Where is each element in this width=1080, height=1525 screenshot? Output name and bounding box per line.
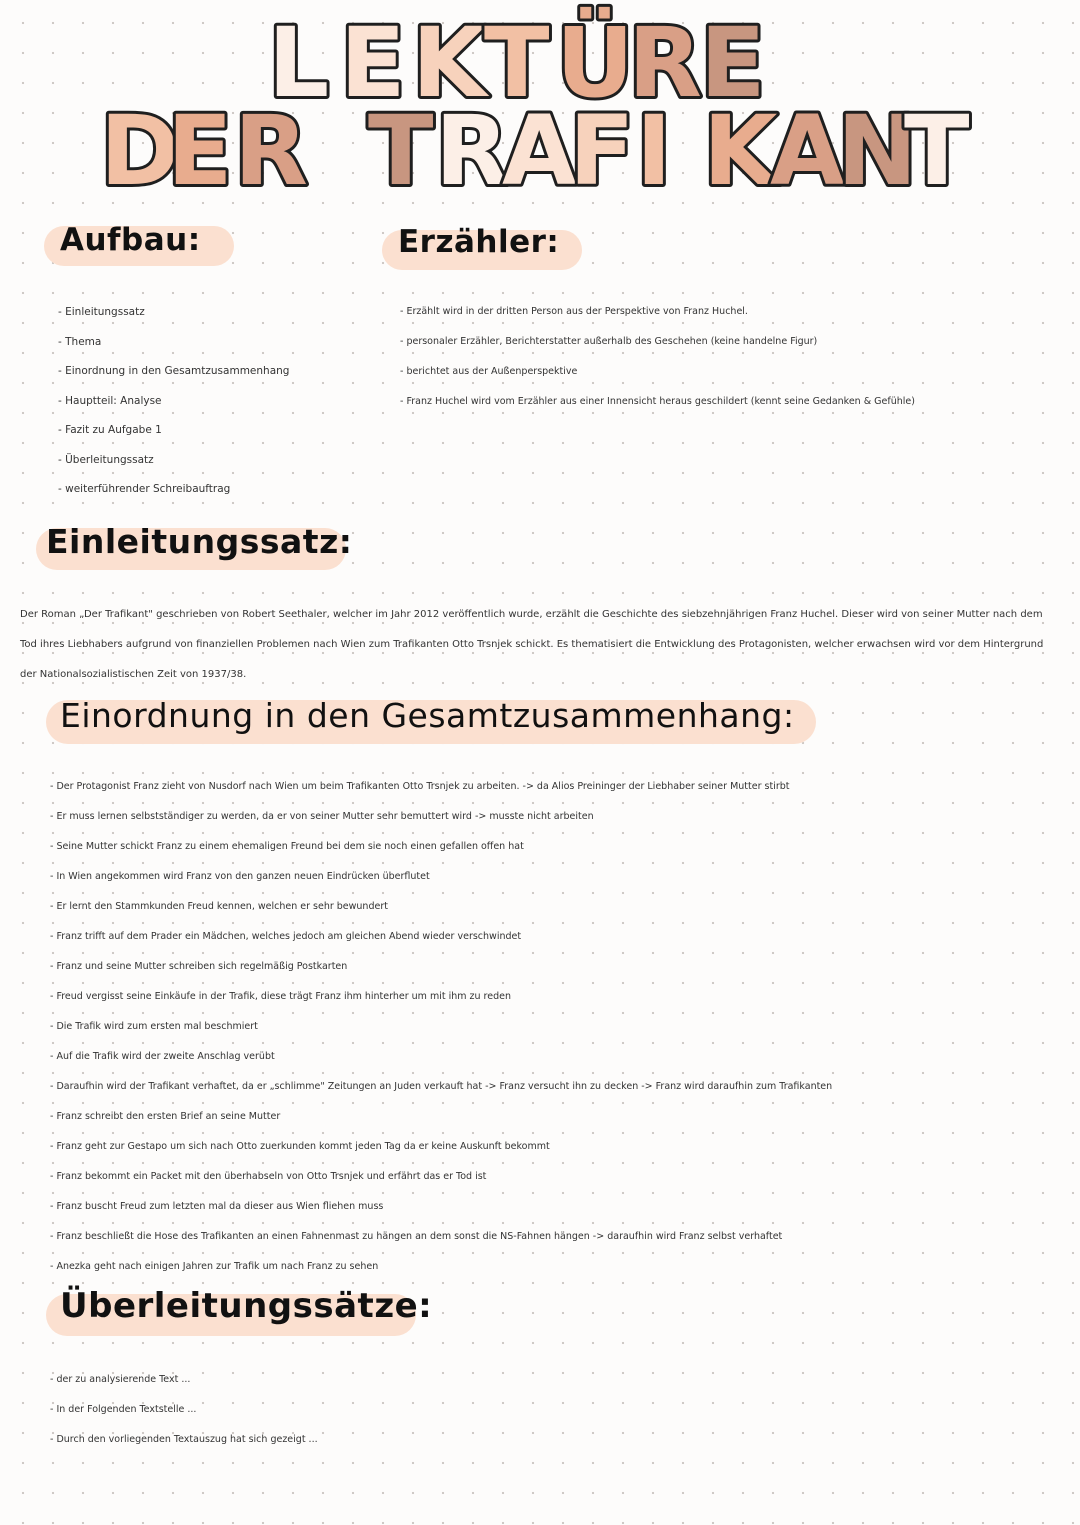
aufbau-list-item: - Hauptteil: Analyse — [58, 394, 162, 407]
einordnung-list-item: - Auf die Trafik wird der zweite Anschlag verübt — [50, 1051, 275, 1062]
title-letter: T — [904, 95, 970, 207]
einordnung-list-item: - Franz beschließt die Hose des Trafikanten an einen Fahnenmast zu hängen an dem sonst die NS-Fahnen hängen -> daraufhin wird Franz selbst verhaftet — [50, 1231, 783, 1242]
title-letter: D — [100, 95, 180, 207]
einordnung-list-item: - Der Protagonist Franz zieht von Nusdorf nach Wien um beim Trafikanten Otto Trsnjek zu arbeiten. -> da Alios Preininger der Liebhaber seiner Mutter stirbt — [50, 781, 790, 792]
aufbau-list — [58, 302, 289, 509]
ueberleitung-list-item: - In der Folgenden Textstelle ... — [50, 1404, 197, 1415]
aufbau-list-item: - Einleitungssatz — [58, 306, 145, 318]
title-letter: E — [340, 7, 406, 119]
einordnung-list-item: - Daraufhin wird der Trafikant verhaftet, da er „schlimme" Zeitungen an Juden verkauft hat -> Franz versucht ihn zu decken -> Franz wird daraufhin zum Trafikanten — [50, 1081, 833, 1092]
einordnung-list-item: - Franz schreibt den ersten Brief an seine Mutter — [50, 1111, 281, 1122]
einleitung-paragraph: Der Roman „Der Trafikant" geschrieben von Robert Seethaler, welcher im Jahr 2012 veröffentlich wurde, erzählt die Geschichte des siebzehnjährigen Franz Huchel. Dieser wird von seiner Mutter nach dem Tod ihres Liebhabers aufgrund von finanziellen Problemen nach Wien zum Trafikanten Otto Trsnjek schickt. Es thematisiert die Entwicklung des Protagonisten, welcher erwachsen wird vor dem Hintergrund der Nationalsozialistischen Zeit von 1937/38. — [20, 609, 1044, 680]
title-letter: I — [636, 95, 672, 207]
einordnung-list-item: - Seine Mutter schickt Franz zu einem ehemaligen Freund bei dem sie noch einen gefallen offen hat — [50, 841, 524, 852]
einordnung-list-item: - Er lernt den Stammkunden Freud kennen, welchen er sehr bewundert — [50, 901, 388, 912]
title-letter: T — [368, 95, 434, 207]
einordnung-heading: Einordnung in den Gesamtzusammenhang: — [60, 696, 795, 735]
einordnung-list-item: - Franz geht zur Gestapo um sich nach Otto zuerkunden kommt jeden Tag da er keine Auskunft bekommt — [50, 1141, 550, 1152]
aufbau-list-item: - Überleitungssatz — [58, 453, 154, 466]
erzaehler-list-item: - personaler Erzähler, Berichterstatter außerhalb des Geschehen (keine handelne Figur) — [400, 336, 818, 347]
einordnung-list-item: - Franz buscht Freud zum letzten mal da dieser aus Wien fliehen muss — [50, 1201, 384, 1212]
aufbau-list-item: - Thema — [58, 335, 102, 348]
title-letter: E — [700, 7, 766, 119]
erzaehler-list-item: - Franz Huchel wird vom Erzähler aus einer Innensicht heraus geschildert (kennt seine Gedanken & Gefühle) — [400, 396, 915, 407]
erzaehler-list — [400, 302, 915, 422]
erzaehler-heading: Erzähler: — [398, 224, 560, 260]
aufbau-list-item: - Einordnung in den Gesamtzusammenhang — [58, 365, 290, 377]
einordnung-list-item: - In Wien angekommen wird Franz von den ganzen neuen Eindrücken überflutet — [50, 871, 430, 882]
ueberleitung-list-item: - Durch den vorliegenden Textauszug hat sich gezeigt ... — [50, 1434, 318, 1445]
title-letter: R — [234, 95, 308, 207]
einordnung-list-item: - Er muss lernen selbstständiger zu werden, da er von seiner Mutter sehr bemuttert wird -> musste nicht arbeiten — [50, 811, 594, 822]
erzaehler-list-item: - berichtet aus der Außenperspektive — [400, 366, 578, 377]
title-letter: R — [435, 95, 509, 207]
einordnung-list-item: - Freud vergisst seine Einkäufe in der Trafik, diese trägt Franz ihm hinterher um mit ihm zu reden — [50, 991, 511, 1002]
title-der-trafikant — [0, 92, 1080, 207]
einordnung-list-item: - Franz und seine Mutter schreiben sich regelmäßig Postkarten — [50, 961, 348, 972]
title-letter: N — [837, 95, 918, 207]
title-letter: F — [569, 95, 635, 207]
einordnung-list — [50, 777, 832, 1287]
title-letter: K — [412, 7, 487, 119]
title-letter: E — [167, 95, 233, 207]
einordnung-list-item: - Franz bekommt ein Packet mit den überhabseln von Otto Trsnjek und erfährt das er Tod ist — [50, 1171, 487, 1182]
title-letter: L — [268, 7, 330, 119]
title-letter: T — [484, 7, 550, 119]
einordnung-list-item: - Die Trafik wird zum ersten mal beschmiert — [50, 1021, 258, 1032]
title-letter: A — [502, 95, 577, 207]
erzaehler-list-item: - Erzählt wird in der dritten Person aus der Perspektive von Franz Huchel. — [400, 306, 748, 317]
title-letter: R — [628, 7, 702, 119]
title-letter: Ü — [556, 7, 634, 119]
aufbau-heading: Aufbau: — [60, 222, 201, 258]
einordnung-list-item: - Anezka geht nach einigen Jahren zur Trafik um nach Franz zu sehen — [50, 1261, 379, 1272]
einleitung-heading: Einleitungssatz: — [46, 522, 353, 561]
ueberleitung-list — [50, 1370, 318, 1460]
aufbau-list-item: - Fazit zu Aufgabe 1 — [58, 424, 162, 436]
einordnung-list-item: - Franz trifft auf dem Prader ein Mädchen, welches jedoch am gleichen Abend wieder verschwindet — [50, 931, 522, 942]
title-line-2 — [0, 92, 1080, 207]
ueberleitung-list-item: - der zu analysierende Text ... — [50, 1374, 191, 1385]
ueberleitung-heading: Überleitungssätze: — [60, 1286, 433, 1326]
title-letter: A — [770, 95, 845, 207]
title-letter: K — [703, 95, 778, 207]
aufbau-list-item: - weiterführender Schreibauftrag — [58, 483, 231, 495]
